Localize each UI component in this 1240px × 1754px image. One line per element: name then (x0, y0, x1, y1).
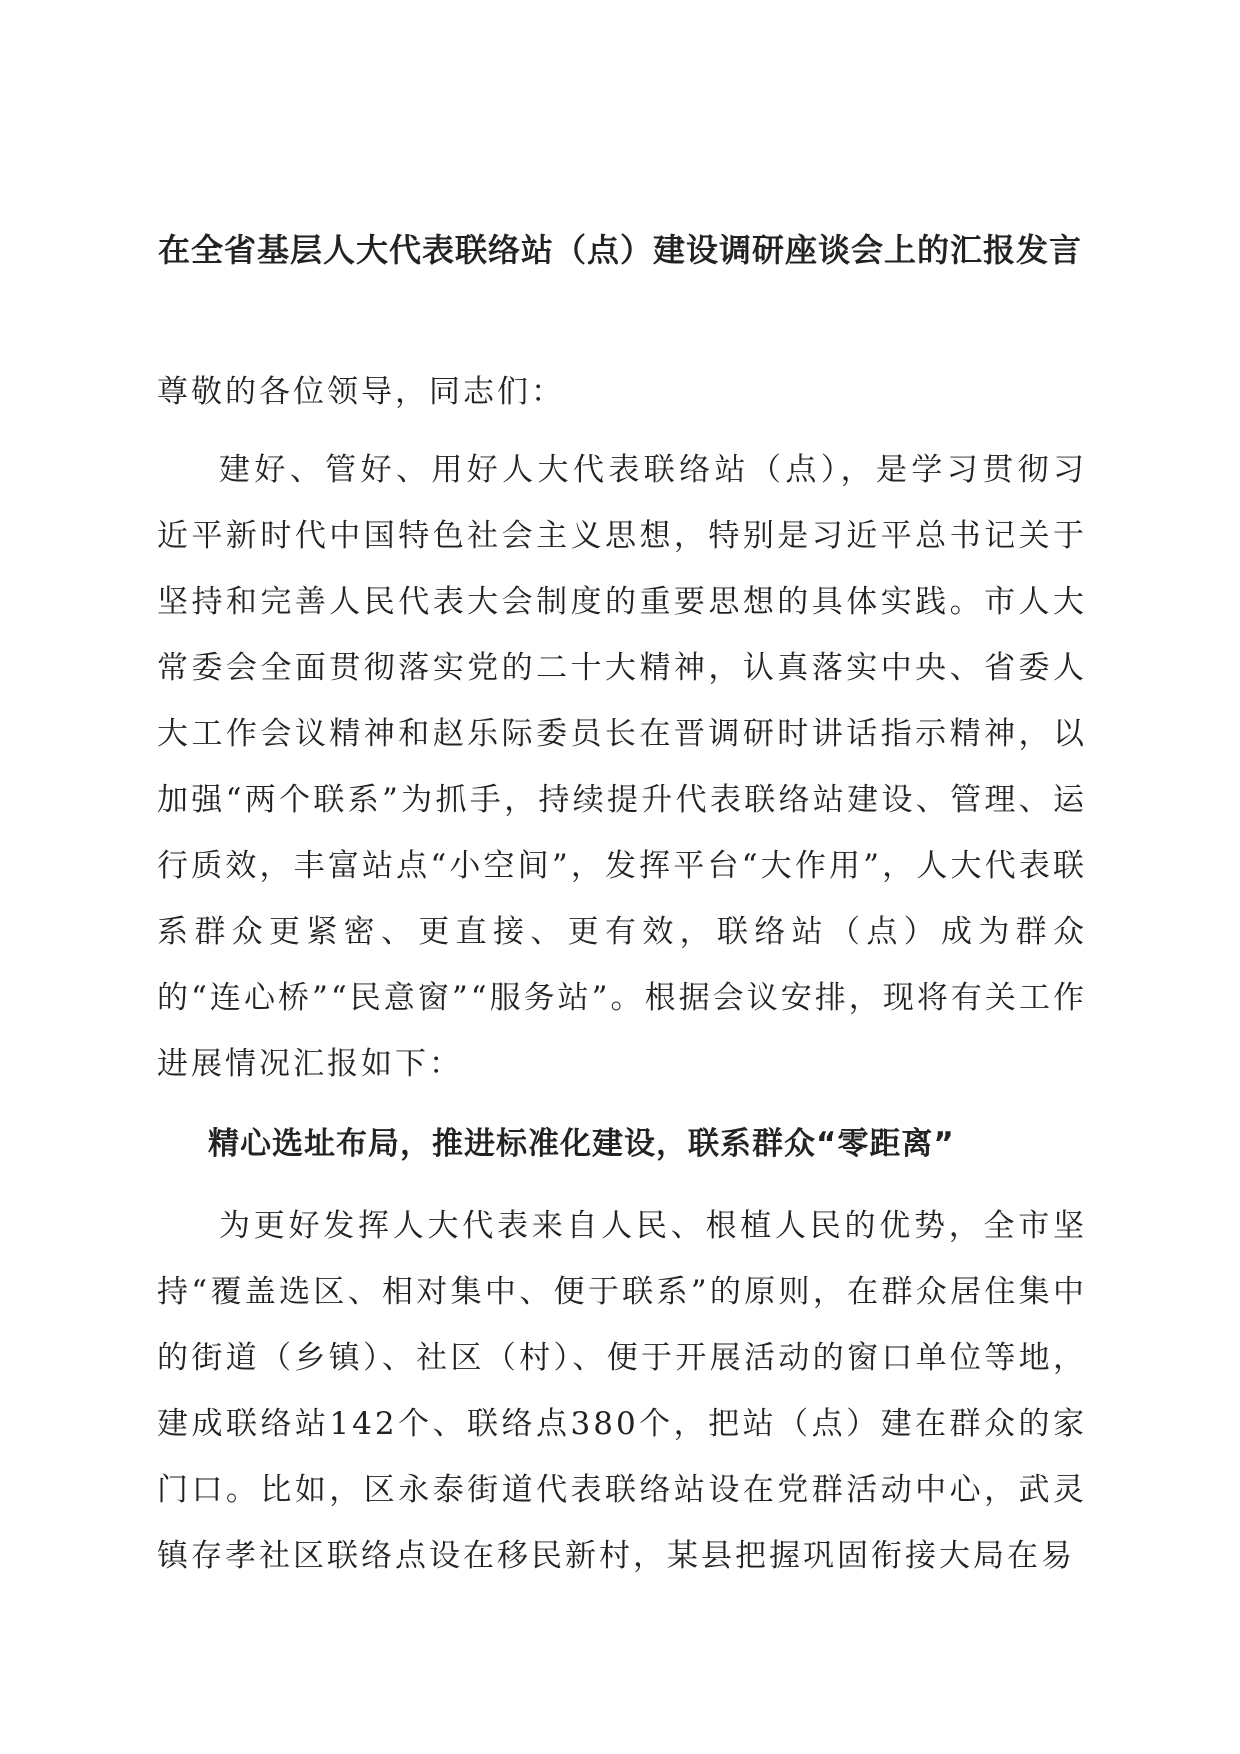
document-title: 在全省基层人大代表联络站（点）建设调研座谈会上的汇报发言 (157, 231, 1082, 269)
section-heading: 精心选址布局，推进标准化建设，联系群众“零距离” (208, 1126, 955, 1162)
salutation: 尊敬的各位领导，同志们： (157, 374, 565, 410)
paragraph-site-selection: 为更好发挥人大代表来自人民、根植人民的优势，全市坚持“覆盖选区、相对集中、便于联系”的原则，在群众居住集中的街道（乡镇）、社区（村）、便于开展活动的窗口单位等地，建成联络站142个、联络点380个，把站（点）建在群众的家门口。比如，区永泰街道代表联络站设在党群活动中心，武灵镇存孝社区联络点设在移民新村，某县把握巩固衔接大局在易 (157, 1208, 1087, 1574)
paragraph-intro: 建好、管好、用好人大代表联络站（点），是学习贯彻习近平新时代中国特色社会主义思想，特别是习近平总书记关于坚持和完善人民代表大会制度的重要思想的具体实践。市人大常委会全面贯彻落实党的二十大精神，认真落实中央、省委人大工作会议精神和赵乐际委员长在晋调研时讲话指示精神，以加强“两个联系”为抓手，持续提升代表联络站建设、管理、运行质效，丰富站点“小空间”，发挥平台“大作用”，人大代表联系群众更紧密、更直接、更有效，联络站（点）成为群众的“连心桥”“民意窗”“服务站”。根据会议安排，现将有关工作进展情况汇报如下： (157, 452, 1087, 1082)
